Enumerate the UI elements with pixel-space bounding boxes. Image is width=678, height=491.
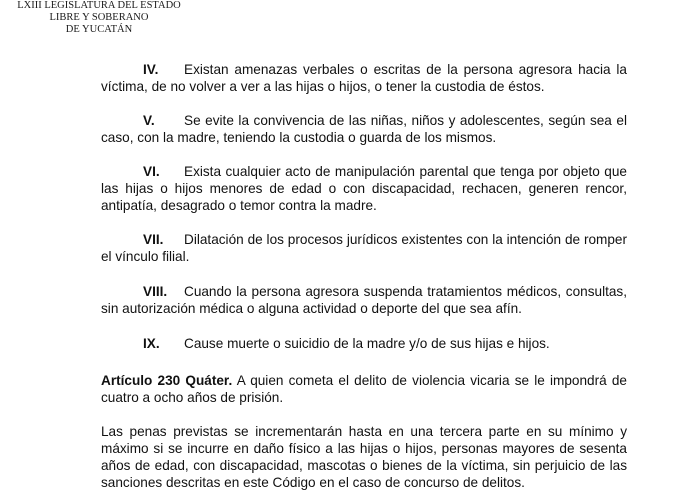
article-text: A quien cometa el delito de violencia vicaria se le impondrá de cuatro a ocho años de prisión.	[101, 373, 627, 405]
document-header	[14, 0, 184, 36]
header-line-3: DE YUCATÁN	[65, 24, 133, 35]
item-number: VIII.	[143, 284, 168, 299]
article-title: Artículo 230 Quáter.	[101, 373, 233, 388]
item-number: VI.	[143, 164, 160, 179]
item-number: IV.	[143, 62, 159, 77]
item-text: Existan amenazas verbales o escritas de la persona agresora hacia la víctima, de no volver a ver a las hijas o hijos, o tener la custodia de éstos.	[101, 62, 627, 94]
list-item-v	[101, 112, 627, 146]
item-number: VII.	[143, 232, 164, 247]
item-text: Cuando la persona agresora suspenda tratamientos médicos, consultas, sin autorización médica o alguna actividad o deporte del que sea afín.	[101, 284, 627, 316]
item-number: IX.	[143, 336, 160, 351]
list-item-ix	[101, 335, 627, 352]
item-text: Se evite la convivencia de las niñas, niños y adolescentes, según sea el caso, con la madre, teniendo la custodia o guarda de los mismos.	[101, 113, 627, 145]
list-item-viii	[101, 283, 627, 317]
item-text: Dilatación de los procesos jurídicos existentes con la intención de romper el vínculo filial.	[101, 232, 627, 264]
list-item-vi	[101, 163, 627, 214]
item-text: Cause muerte o suicidio de la madre y/o de sus hijas e hijos.	[184, 336, 550, 351]
closing-paragraph: Las penas previstas se incrementarán hasta en una tercera parte en su mínimo y máximo si se incurre en daño físico a las hijas o hijos, personas mayores de sesenta años de edad, con discapacidad, mascotas o bienes de la víctima, sin perjuicio de las sanciones descritas en este Código en el caso de concurso de delitos.	[101, 424, 627, 490]
header-line-1: LXIII LEGISLATURA DEL ESTADO	[17, 0, 181, 11]
item-number: V.	[143, 113, 155, 128]
header-line-2: LIBRE Y SOBERANO	[49, 12, 149, 23]
list-item-vii	[101, 231, 627, 265]
article-230-quater	[101, 372, 627, 406]
list-item-iv	[101, 61, 627, 95]
item-text: Exista cualquier acto de manipulación parental que tenga por objeto que las hijas o hijos menores de edad o con discapacidad, rechacen, generen rencor, antipatía, desagrado o temor contra la madre.	[101, 164, 627, 213]
